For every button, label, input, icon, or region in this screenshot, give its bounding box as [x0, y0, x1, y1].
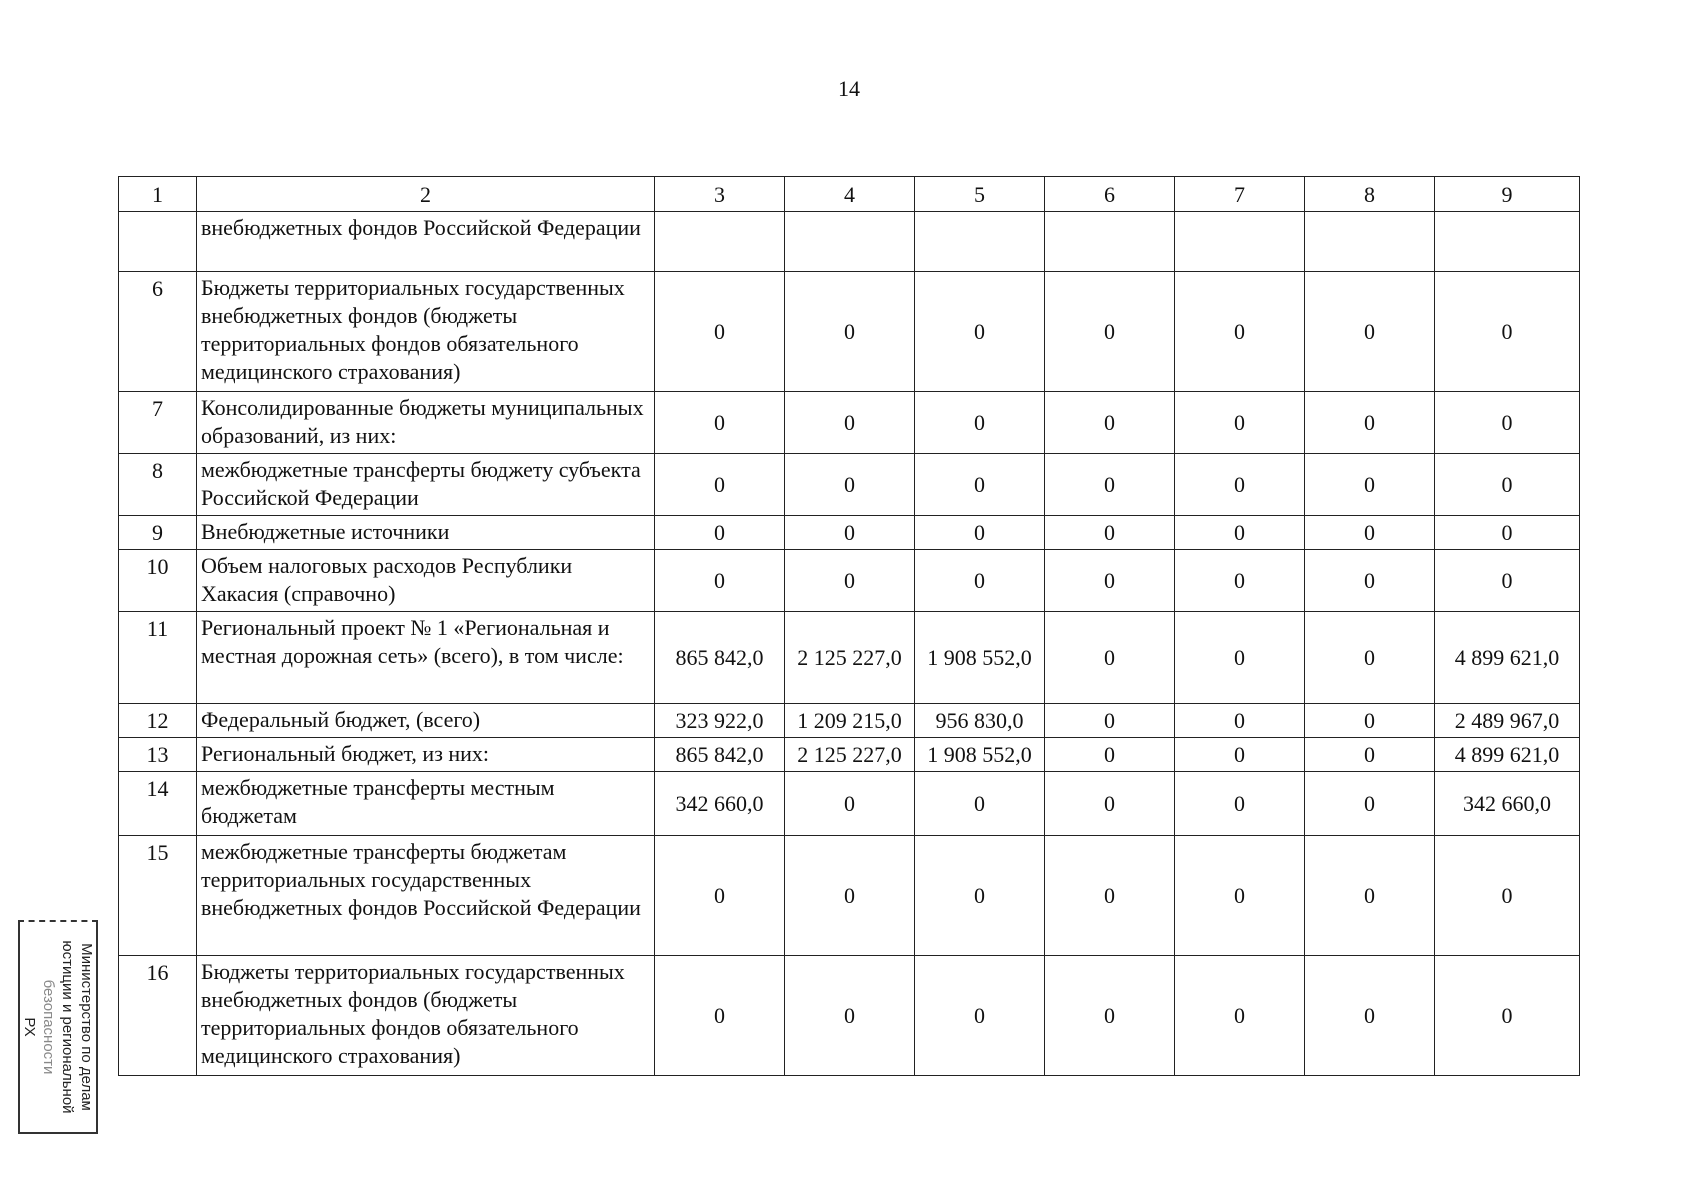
column-header: 9	[1435, 177, 1580, 212]
cell-value: 0	[785, 272, 915, 392]
cell-value: 0	[1175, 738, 1305, 772]
cell-value: 0	[1305, 516, 1435, 550]
table-row	[119, 272, 1580, 392]
cell-value: 0	[1045, 454, 1175, 516]
row-name: Объем налоговых расходов Республики Хакасия (справочно)	[197, 550, 655, 612]
row-name: Региональный бюджет, из них:	[197, 738, 655, 772]
cell-value: 865 842,0	[655, 612, 785, 704]
cell-value: 0	[1305, 272, 1435, 392]
cell-value	[785, 212, 915, 272]
cell-value: 0	[655, 272, 785, 392]
row-name: Внебюджетные источники	[197, 516, 655, 550]
cell-value: 0	[1435, 516, 1580, 550]
cell-value: 0	[1435, 956, 1580, 1076]
cell-value: 0	[655, 550, 785, 612]
stamp-line: Министерство по делам	[78, 943, 95, 1111]
cell-value: 0	[1045, 272, 1175, 392]
cell-value: 0	[1435, 454, 1580, 516]
cell-value: 0	[1175, 772, 1305, 836]
cell-value: 0	[1175, 612, 1305, 704]
row-number: 10	[119, 550, 197, 612]
table-row	[119, 454, 1580, 516]
cell-value: 1 908 552,0	[915, 612, 1045, 704]
cell-value: 0	[785, 836, 915, 956]
row-number: 14	[119, 772, 197, 836]
cell-value: 1 209 215,0	[785, 704, 915, 738]
column-header: 6	[1045, 177, 1175, 212]
cell-value: 0	[1045, 516, 1175, 550]
cell-value: 0	[1435, 836, 1580, 956]
table-row	[119, 550, 1580, 612]
stamp-text	[20, 922, 96, 1132]
cell-value: 0	[915, 550, 1045, 612]
cell-value: 956 830,0	[915, 704, 1045, 738]
column-header: 7	[1175, 177, 1305, 212]
row-number: 12	[119, 704, 197, 738]
row-name: Региональный проект № 1 «Региональная и местная дорожная сеть» (всего), в том числе:	[197, 612, 655, 704]
cell-value: 323 922,0	[655, 704, 785, 738]
cell-value: 0	[785, 550, 915, 612]
cell-value: 0	[1305, 836, 1435, 956]
row-number: 11	[119, 612, 197, 704]
cell-value: 0	[655, 392, 785, 454]
row-number	[119, 212, 197, 272]
cell-value: 0	[655, 956, 785, 1076]
cell-value: 4 899 621,0	[1435, 612, 1580, 704]
cell-value: 0	[1305, 772, 1435, 836]
registration-stamp	[18, 920, 98, 1134]
cell-value: 0	[785, 772, 915, 836]
cell-value: 0	[785, 392, 915, 454]
cell-value: 0	[1045, 704, 1175, 738]
cell-value: 0	[1305, 956, 1435, 1076]
cell-value: 0	[1175, 516, 1305, 550]
stamp-line: безопасности	[40, 979, 57, 1075]
cell-value: 0	[785, 516, 915, 550]
table-row	[119, 738, 1580, 772]
cell-value: 0	[915, 772, 1045, 836]
cell-value: 0	[1175, 392, 1305, 454]
cell-value: 342 660,0	[1435, 772, 1580, 836]
cell-value: 0	[915, 516, 1045, 550]
cell-value: 0	[915, 836, 1045, 956]
cell-value: 0	[655, 454, 785, 516]
column-header: 1	[119, 177, 197, 212]
cell-value: 0	[1175, 956, 1305, 1076]
column-header: 4	[785, 177, 915, 212]
column-header: 8	[1305, 177, 1435, 212]
cell-value: 0	[1175, 550, 1305, 612]
cell-value: 0	[1305, 550, 1435, 612]
table-row	[119, 516, 1580, 550]
cell-value: 0	[1175, 454, 1305, 516]
table-row	[119, 772, 1580, 836]
table-header-row	[119, 177, 1580, 212]
cell-value: 4 899 621,0	[1435, 738, 1580, 772]
cell-value: 0	[1305, 454, 1435, 516]
cell-value: 0	[915, 392, 1045, 454]
cell-value: 0	[1435, 550, 1580, 612]
cell-value: 0	[1305, 392, 1435, 454]
cell-value: 0	[915, 272, 1045, 392]
cell-value	[1175, 212, 1305, 272]
cell-value: 0	[1435, 272, 1580, 392]
cell-value: 2 489 967,0	[1435, 704, 1580, 738]
cell-value: 0	[1305, 738, 1435, 772]
cell-value: 0	[785, 956, 915, 1076]
cell-value	[1435, 212, 1580, 272]
table-row	[119, 392, 1580, 454]
cell-value: 0	[1045, 612, 1175, 704]
cell-value: 0	[915, 454, 1045, 516]
row-name: межбюджетные трансферты местным бюджетам	[197, 772, 655, 836]
row-number: 7	[119, 392, 197, 454]
cell-value: 1 908 552,0	[915, 738, 1045, 772]
table-row	[119, 704, 1580, 738]
table-row	[119, 956, 1580, 1076]
cell-value: 0	[1045, 550, 1175, 612]
cell-value	[655, 212, 785, 272]
cell-value: 865 842,0	[655, 738, 785, 772]
row-name: межбюджетные трансферты бюджетам территориальных государственных внебюджетных фондов Российской Федерации	[197, 836, 655, 956]
cell-value: 0	[1175, 704, 1305, 738]
cell-value: 0	[1175, 272, 1305, 392]
row-name: Федеральный бюджет, (всего)	[197, 704, 655, 738]
cell-value: 0	[785, 454, 915, 516]
cell-value: 0	[1305, 704, 1435, 738]
cell-value: 0	[655, 516, 785, 550]
cell-value: 0	[1175, 836, 1305, 956]
cell-value: 0	[1435, 392, 1580, 454]
cell-value: 342 660,0	[655, 772, 785, 836]
cell-value	[1045, 212, 1175, 272]
column-header: 5	[915, 177, 1045, 212]
table-row	[119, 836, 1580, 956]
cell-value: 0	[915, 956, 1045, 1076]
column-header: 2	[197, 177, 655, 212]
row-number: 15	[119, 836, 197, 956]
cell-value: 2 125 227,0	[785, 738, 915, 772]
row-name: Бюджеты территориальных государственных внебюджетных фондов (бюджеты территориальных фондов обязательного медицинского страхования)	[197, 956, 655, 1076]
cell-value	[1305, 212, 1435, 272]
table-row	[119, 212, 1580, 272]
cell-value: 0	[1305, 612, 1435, 704]
stamp-line: юстиции и региональной	[59, 940, 76, 1114]
cell-value: 0	[655, 836, 785, 956]
row-name: межбюджетные трансферты бюджету субъекта Российской Федерации	[197, 454, 655, 516]
table-row	[119, 612, 1580, 704]
cell-value: 0	[1045, 836, 1175, 956]
cell-value: 0	[1045, 392, 1175, 454]
row-number: 6	[119, 272, 197, 392]
page-number: 14	[838, 76, 860, 101]
row-number: 13	[119, 738, 197, 772]
cell-value: 0	[1045, 738, 1175, 772]
stamp-line: РХ	[21, 1017, 38, 1037]
cell-value	[915, 212, 1045, 272]
budget-table	[118, 176, 1580, 1076]
row-name: Консолидированные бюджеты муниципальных образований, из них:	[197, 392, 655, 454]
row-name: внебюджетных фондов Российской Федерации	[197, 212, 655, 272]
cell-value: 2 125 227,0	[785, 612, 915, 704]
cell-value: 0	[1045, 772, 1175, 836]
cell-value: 0	[1045, 956, 1175, 1076]
row-name: Бюджеты территориальных государственных внебюджетных фондов (бюджеты территориальных фондов обязательного медицинского страхования)	[197, 272, 655, 392]
row-number: 16	[119, 956, 197, 1076]
row-number: 9	[119, 516, 197, 550]
row-number: 8	[119, 454, 197, 516]
column-header: 3	[655, 177, 785, 212]
